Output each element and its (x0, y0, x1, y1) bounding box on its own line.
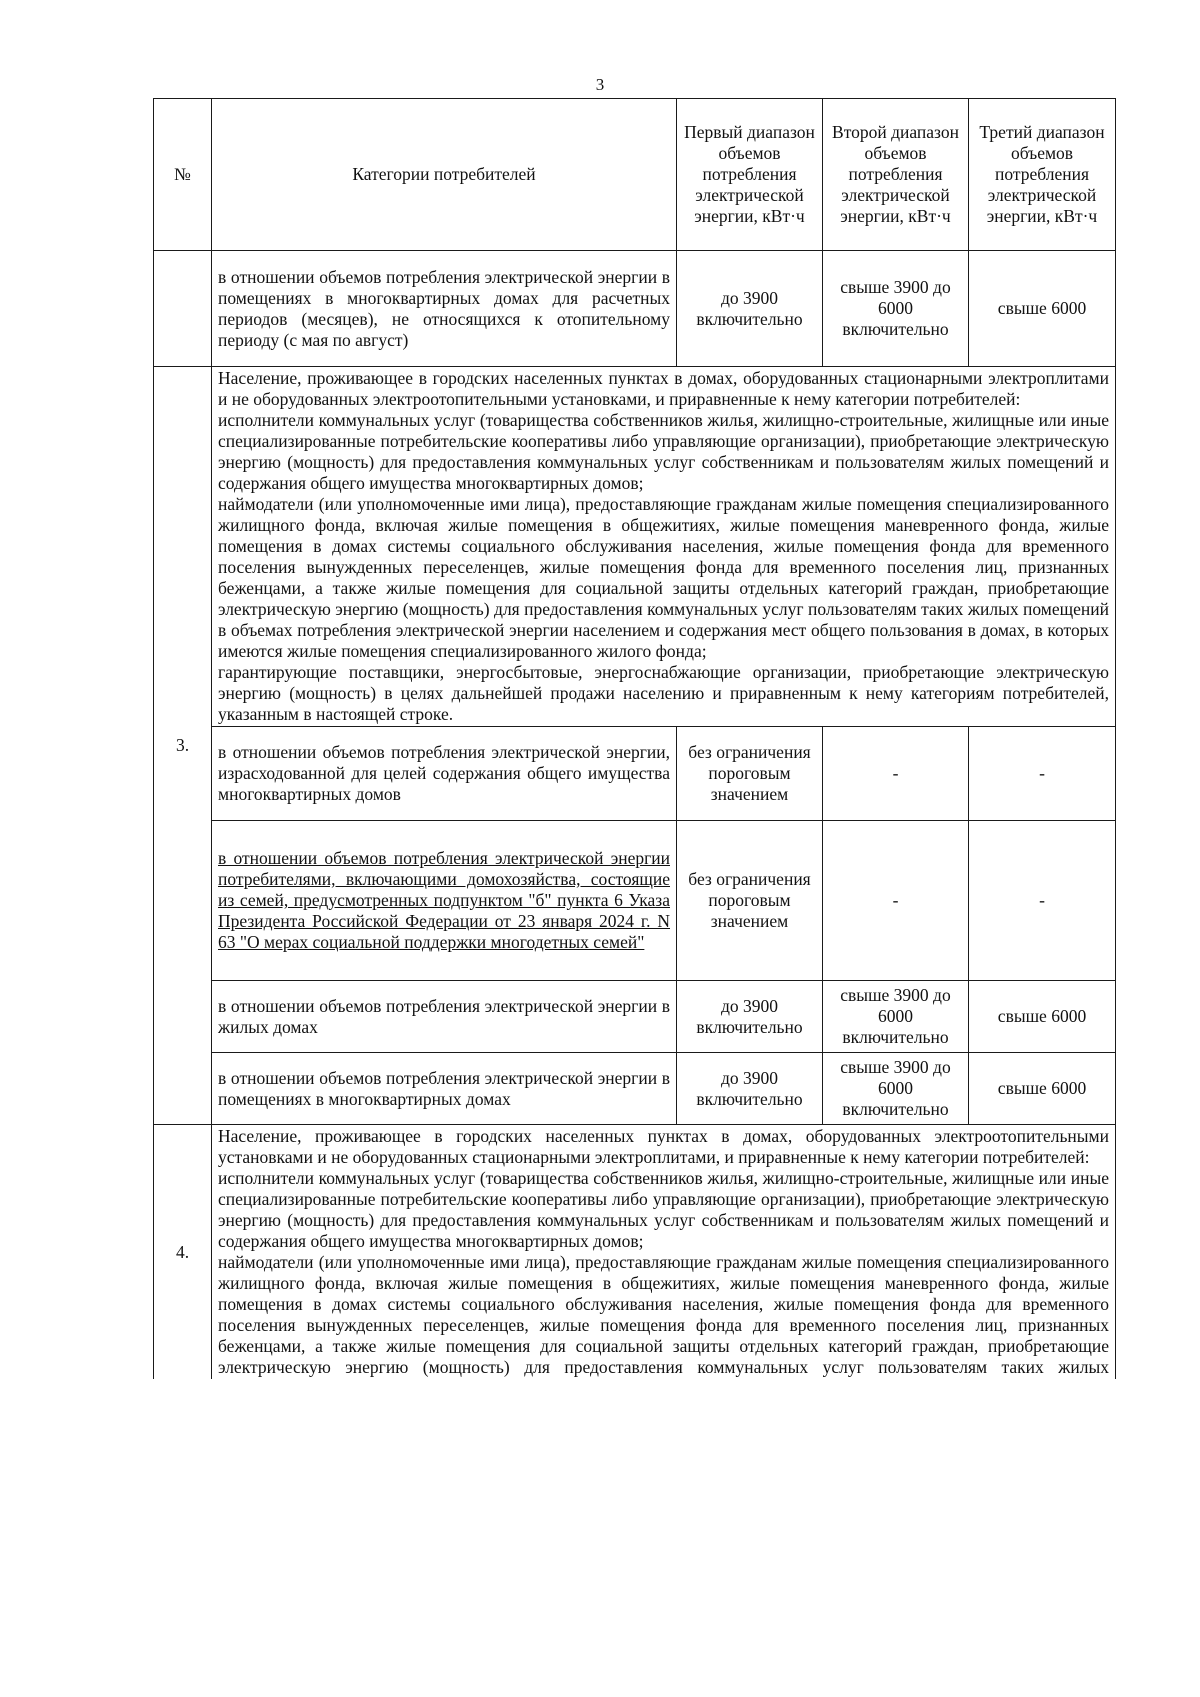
section3-description (212, 367, 1116, 727)
row-range2: свыше 3900 до 6000 включительно (823, 251, 969, 367)
row-range2: свыше 3900 до 6000 включительно (823, 1053, 969, 1125)
row-range2: - (823, 821, 969, 981)
row-range3: - (969, 727, 1116, 821)
table-row (154, 1053, 1116, 1125)
row-range1: без ограничения пороговым значением (677, 727, 823, 821)
row-num-cell (154, 251, 212, 367)
section3-paragraph: исполнители коммунальных услуг (товарищества собственников жилья, жилищно-строительные, жилищные или иные специализированные потребительские кооперативы либо управляющие организации), приобретающие электрическую энергию (мощность) для предоставления коммунальных услуг собственникам и пользователям жилых помещений и содержания общего имущества многоквартирных домов; (218, 410, 1109, 493)
row-range1: до 3900 включительно (677, 981, 823, 1053)
row-range3: свыше 6000 (969, 981, 1116, 1053)
row-category: в отношении объемов потребления электрической энергии потребителями, включающими домохозяйства, состоящие из семей, предусмотренных подпунктом "б" пункта 6 Указа Президента Российской Федерации от 23 января 2024 г. N 63 "О мерах социальной поддержки многодетных семей" (212, 821, 677, 981)
section3-paragraph: наймодатели (или уполномоченные ими лица), предоставляющие гражданам жилые помещения специализированного жилищного фонда, включая жилые помещения в общежитиях, жилые помещения маневренного фонда, жилые помещения в домах системы социального обслуживания населения, жилые помещения фонда для временного поселения вынужденных переселенцев, жилые помещения фонда для временного поселения лиц, признанных беженцами, а также жилые помещения для социальной защиты отдельных категорий граждан, приобретающие электрическую энергию (мощность) для предоставления коммунальных услуг пользователям таких жилых помещений в объемах потребления электрической энергии населением и содержания мест общего пользования в домах, в которых имеются жилые помещения специализированного жилого фонда; (218, 494, 1109, 661)
row-range1: до 3900 включительно (677, 1053, 823, 1125)
row-range3: - (969, 821, 1116, 981)
section4-num: 4. (154, 1125, 212, 1380)
row-category: в отношении объемов потребления электрической энергии в жилых домах (212, 981, 677, 1053)
section4-paragraph: Население, проживающее в городских населенных пунктах в домах, оборудованных электроотопительными установками и не оборудованных стационарными электроплитами, и приравненные к нему категории потребителей: (218, 1126, 1109, 1167)
table-row (154, 981, 1116, 1053)
header-range1: Первый диапазон объемов потребления электрической энергии, кВт·ч (677, 99, 823, 251)
section3-paragraph: Население, проживающее в городских населенных пунктах в домах, оборудованных стационарными электроплитами и не оборудованных электроотопительными установками, и приравненные к нему категории потребителей: (218, 368, 1109, 409)
section3-paragraph: гарантирующие поставщики, энергосбытовые, энергоснабжающие организации, приобретающие электрическую энергию (мощность) в целях дальнейшей продажи населению и приравненным к нему категориям потребителей, указанным в настоящей строке. (218, 662, 1109, 724)
table-row (154, 821, 1116, 981)
table-row (154, 251, 1116, 367)
row-category: в отношении объемов потребления электрической энергии в помещениях в многоквартирных домах для расчетных периодов (месяцев), не относящихся к отопительному периоду (с мая по август) (212, 251, 677, 367)
row-range3: свыше 6000 (969, 251, 1116, 367)
row-range2: - (823, 727, 969, 821)
section4-paragraph: исполнители коммунальных услуг (товарищества собственников жилья, жилищно-строительные, жилищные или иные специализированные потребительские кооперативы либо управляющие организации), приобретающие электрическую энергию (мощность) для предоставления коммунальных услуг собственникам и пользователям жилых помещений и содержания общего имущества многоквартирных домов; (218, 1168, 1109, 1251)
table-row (154, 727, 1116, 821)
row-category: в отношении объемов потребления электрической энергии в помещениях в многоквартирных домах (212, 1053, 677, 1125)
header-num: № (154, 99, 212, 251)
section3-num: 3. (154, 367, 212, 1125)
section4-header-row (154, 1125, 1116, 1380)
table-header-row (154, 99, 1116, 251)
page-number: 3 (595, 75, 605, 94)
row-category: в отношении объемов потребления электрической энергии, израсходованной для целей содержания общего имущества многоквартирных домов (212, 727, 677, 821)
section4-paragraph: наймодатели (или уполномоченные ими лица), предоставляющие гражданам жилые помещения специализированного жилищного фонда, включая жилые помещения в общежитиях, жилые помещения маневренного фонда, жилые помещения в домах системы социального обслуживания населения, жилые помещения фонда для временного поселения вынужденных переселенцев, жилые помещения фонда для временного поселения лиц, признанных беженцами, а также жилые помещения для социальной защиты отдельных категорий граждан, приобретающие электрическую энергию (мощность) для предоставления коммунальных услуг пользователям таких жилых (218, 1252, 1109, 1377)
tariff-table (153, 98, 1116, 1379)
header-category: Категории потребителей (212, 99, 677, 251)
row-range1: до 3900 включительно (677, 251, 823, 367)
row-range2: свыше 3900 до 6000 включительно (823, 981, 969, 1053)
header-range2: Второй диапазон объемов потребления электрической энергии, кВт·ч (823, 99, 969, 251)
header-range3: Третий диапазон объемов потребления электрической энергии, кВт·ч (969, 99, 1116, 251)
section4-description (212, 1125, 1116, 1380)
section3-header-row (154, 367, 1116, 727)
row-range1: без ограничения пороговым значением (677, 821, 823, 981)
row-range3: свыше 6000 (969, 1053, 1116, 1125)
